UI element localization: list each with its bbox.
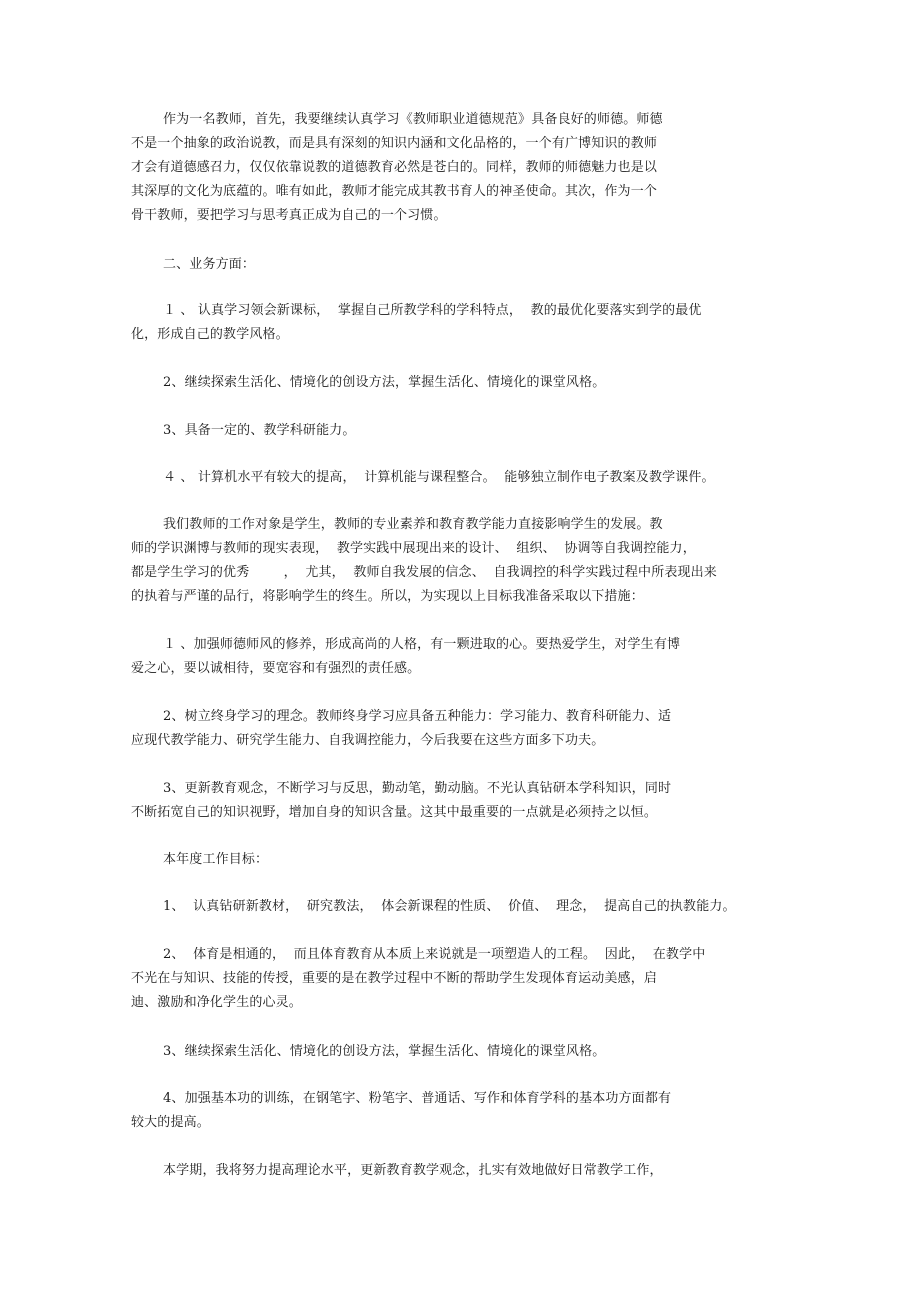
paragraph-line: 的执着与严谨的品行，将影响学生的终生。所以，为实现以上目标我准备采取以下措施：	[131, 589, 644, 604]
paragraph-line: 其深厚的文化为底蕴的。唯有如此，教师才能完成其教书育人的神圣使命。其次，作为一个	[131, 184, 658, 199]
paragraph-line: 骨干教师，要把学习与思考真正成为自己的一个习惯。	[131, 208, 447, 223]
paragraph-line: 作为一名教师，首先，我要继续认真学习《教师职业道德规范》具备良好的师德。师德	[163, 112, 663, 127]
paragraph-line: 不是一个抽象的政治说教，而是具有深刻的知识内涵和文化品格的，一个有广博知识的教师	[131, 136, 658, 151]
list-item-line: １ 、加强师德师风的修养，形成高尚的人格，有一颗进取的心。要热爱学生，对学生有博	[163, 637, 681, 652]
list-item-line: ４ 、 计算机水平有较大的提高， 计算机能与课程整合。 能够独立制作电子教案及教学课件。	[163, 470, 715, 485]
list-item-line: 3、更新教育观念，不断学习与反思，勤动笔，勤动脑。不光认真钻研本学科知识，同时	[163, 781, 672, 796]
list-item-line: 不断拓宽自己的知识视野，增加自身的知识含量。这其中最重要的一点就是必须持之以恒。	[131, 805, 658, 820]
list-item-line: 迪、激励和净化学生的心灵。	[131, 995, 302, 1010]
list-item-line: 爱之心，要以诚相待，要宽容和有强烈的责任感。	[131, 661, 421, 676]
list-item-line: 4、加强基本功的训练，在钢笔字、粉笔字、普通话、写作和体育学科的基本功方面都有	[163, 1091, 672, 1106]
list-item-line: 2、树立终身学习的理念。教师终身学习应具备五种能力：学习能力、教育科研能力、适	[163, 709, 672, 724]
list-item-line: 化，形成自己的教学风格。	[131, 327, 289, 342]
list-item-line: 3、具备一定的、教学科研能力。	[163, 423, 356, 438]
section-heading: 二、业务方面：	[163, 257, 256, 272]
list-item-line: 应现代教学能力、研究学生能力、自我调控能力，今后我要在这些方面多下功夫。	[131, 733, 605, 748]
list-item-line: １ 、 认真学习领会新课标， 掌握自己所教学科的学科特点， 教的最优化要落实到学的最优	[163, 303, 702, 318]
paragraph-line: 师的学识渊博与教师的现实表现， 教学实践中展现出来的设计、 组织、 协调等自我调控能力，	[131, 541, 696, 556]
paragraph-line: 本学期，我将努力提高理论水平，更新教育教学观念，扎实有效地做好日常教学工作，	[163, 1163, 663, 1178]
list-item-line: 不光在与知识、技能的传授，重要的是在教学过程中不断的帮助学生发现体育运动美感，启	[131, 971, 658, 986]
paragraph-line: 我们教师的工作对象是学生，教师的专业素养和教育教学能力直接影响学生的发展。教	[163, 517, 663, 532]
section-heading: 本年度工作目标：	[163, 852, 269, 867]
list-item-line: 3、继续探索生活化、情境化的创设方法，掌握生活化、情境化的课堂风格。	[163, 1044, 606, 1059]
paragraph-line: 才会有道德感召力，仅仅依靠说教的道德教育必然是苍白的。同样，教师的师德魅力也是以	[131, 160, 658, 175]
list-item-line: 较大的提高。	[131, 1115, 210, 1130]
list-item-line: 2、继续探索生活化、情境化的创设方法，掌握生活化、情境化的课堂风格。	[163, 375, 606, 390]
paragraph-line: 都是学生学习的优秀 ， 尤其， 教师自我发展的信念、 自我调控的科学实践过程中所表现出来	[131, 565, 717, 580]
list-item-line: 1、 认真钻研新教材， 研究教法， 体会新课程的性质、 价值、 理念， 提高自己的执教能力。	[163, 899, 736, 914]
list-item-line: 2、 体育是相通的， 而且体育教育从本质上来说就是一项塑造人的工程。 因此， 在教学中	[163, 947, 706, 962]
